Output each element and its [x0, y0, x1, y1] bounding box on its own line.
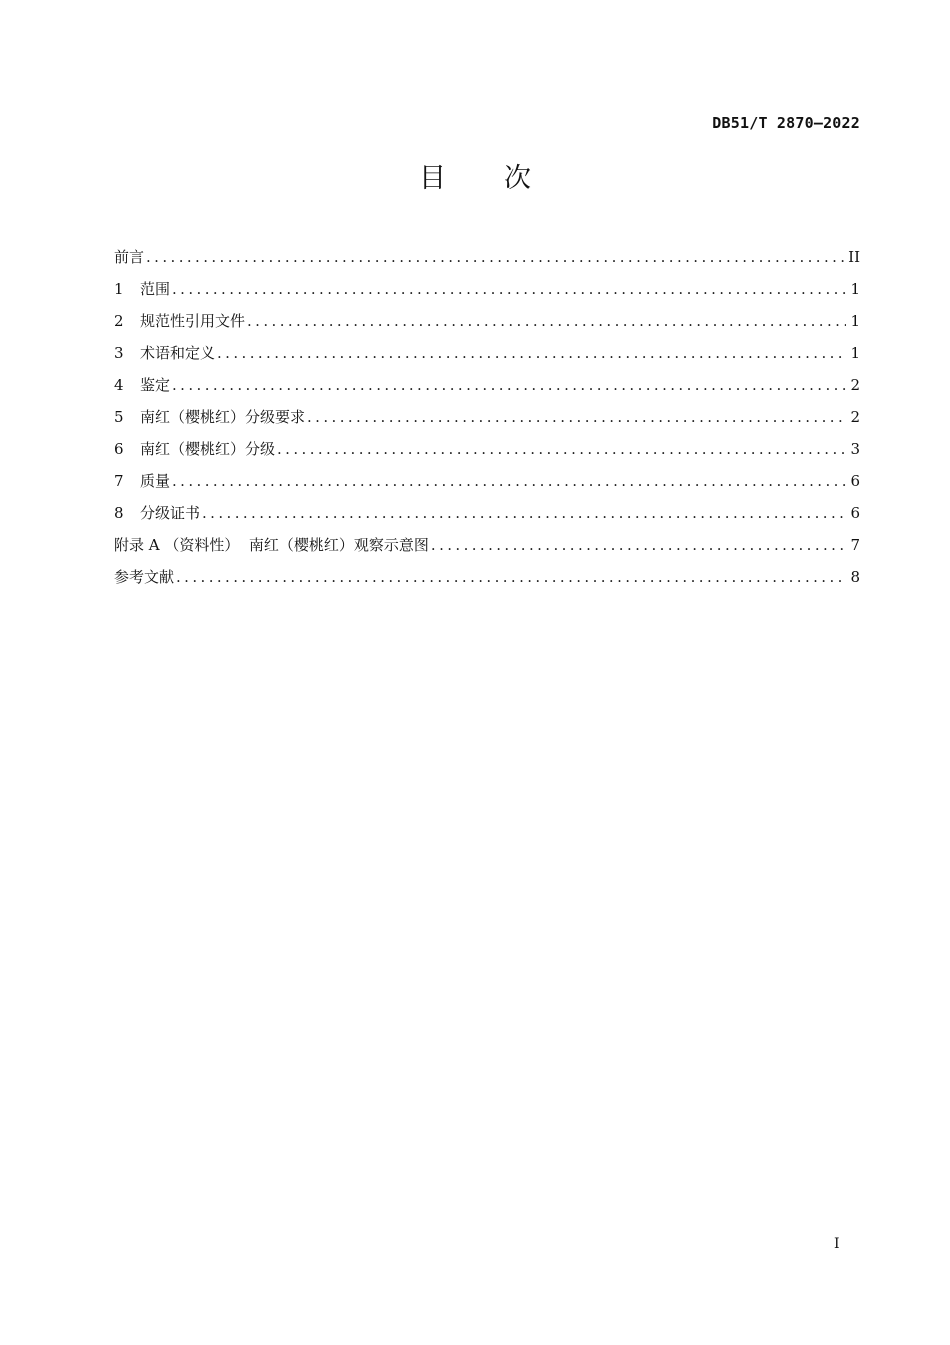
document-code: DB51/T 2870—2022 — [712, 114, 860, 132]
toc-title: 目次 — [419, 163, 589, 194]
toc-entry-number: 5 — [114, 408, 124, 426]
toc-entry-preface[interactable] — [114, 245, 860, 277]
toc-entry-number: 6 — [114, 440, 124, 458]
toc-entry-quality[interactable] — [114, 469, 860, 501]
toc-entry-grading-certificate[interactable] — [114, 501, 860, 533]
toc-leader-dots — [172, 373, 846, 397]
toc-entry-number: 1 — [114, 280, 124, 298]
page-number: I — [834, 1236, 840, 1252]
toc-entry-number: 3 — [114, 344, 124, 362]
toc-leader-dots — [202, 501, 846, 525]
toc-entry-number: 7 — [114, 472, 124, 490]
toc-entry-label: 分级证书 — [140, 504, 201, 522]
toc-entry-number: 2 — [114, 312, 124, 330]
toc-entry-label: 质量 — [140, 472, 171, 490]
toc-entry-grading[interactable] — [114, 437, 860, 469]
toc-leader-dots — [146, 245, 844, 269]
toc-entry-page: 7 — [850, 536, 860, 554]
toc-entry-number: 8 — [114, 504, 124, 522]
toc-entry-terms-definitions[interactable] — [114, 341, 860, 373]
toc-entry-bibliography[interactable] — [114, 565, 860, 597]
toc-entry-label: 南红（樱桃红）分级 — [140, 440, 276, 458]
toc-entry-label: 术语和定义 — [140, 344, 216, 362]
toc-leader-dots — [217, 341, 846, 365]
toc-leader-dots — [247, 309, 846, 333]
toc-entry-label: 规范性引用文件 — [140, 312, 246, 330]
toc-entry-page: 2 — [850, 408, 860, 426]
toc-entry-page: II — [848, 248, 860, 266]
toc-leader-dots — [172, 469, 846, 493]
toc-entry-scope[interactable] — [114, 277, 860, 309]
toc-leader-dots — [277, 437, 846, 461]
toc-entry-label: 范围 — [140, 280, 171, 298]
toc-entry-number: 4 — [114, 376, 124, 394]
toc-entry-label: 前言 — [114, 248, 145, 266]
toc-entry-label: 南红（樱桃红）分级要求 — [140, 408, 306, 426]
toc-entry-page: 2 — [850, 376, 860, 394]
toc-entry-grading-requirements[interactable] — [114, 405, 860, 437]
toc-entry-label: 附录 A （资料性） 南红（樱桃红）观察示意图 — [114, 536, 429, 554]
table-of-contents — [114, 245, 860, 597]
toc-entry-page: 6 — [850, 472, 860, 490]
toc-entry-page: 8 — [850, 568, 860, 586]
toc-entry-identification[interactable] — [114, 373, 860, 405]
toc-entry-appendix-a[interactable] — [114, 533, 860, 565]
toc-entry-page: 6 — [850, 504, 860, 522]
toc-entry-label: 鉴定 — [140, 376, 171, 394]
toc-entry-page: 1 — [850, 312, 860, 330]
toc-entry-page: 1 — [850, 280, 860, 298]
toc-entry-page: 1 — [850, 344, 860, 362]
toc-leader-dots — [307, 405, 846, 429]
toc-entry-label: 参考文献 — [114, 568, 175, 586]
toc-entry-normative-references[interactable] — [114, 309, 860, 341]
toc-leader-dots — [431, 533, 846, 557]
toc-leader-dots — [172, 277, 846, 301]
toc-leader-dots — [176, 565, 846, 589]
toc-entry-page: 3 — [850, 440, 860, 458]
